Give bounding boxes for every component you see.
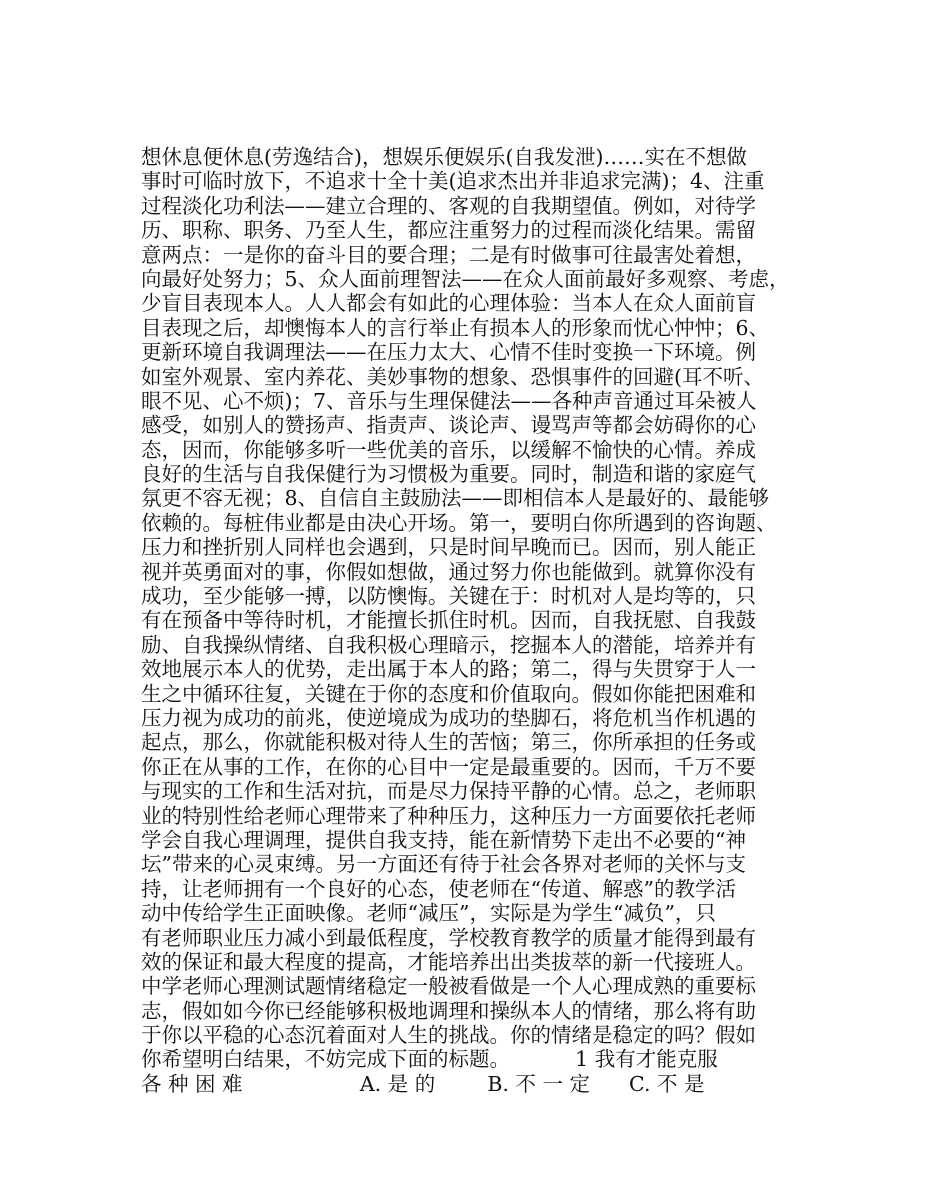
text-line: 志，假如如今你已经能够积极地调理和操纵本人的情绪，那么将有助: [141, 998, 756, 1023]
text-line: 向最好处努力；5、众人面前理智法——在众人面前最好多观察、考虑，: [141, 266, 790, 291]
text-line: 励、自我操纵情绪、自我积极心理暗示，挖掘本人的潜能，培养并有: [141, 632, 756, 657]
text-line: 你希望明白结果，不妨完成下面的标题。 1 我有才能克服: [141, 1047, 718, 1072]
text-line: 依赖的。每桩伟业都是由决心开场。第一，要明白你所遇到的咨询题、: [141, 510, 777, 535]
text-line: 持，让老师拥有一个良好的心态，使老师在“传道、解惑”的教学活: [141, 876, 736, 901]
text-line: 中学老师心理测试题情绪稳定一般被看做是一个人心理成熟的重要标: [141, 974, 756, 999]
text-line: 如室外观景、室内养花、美妙事物的想象、恐惧事件的回避(耳不听、: [141, 364, 764, 389]
text-line: 效的保证和最大程度的提高，才能培养出出类拔萃的新一代接班人。: [141, 949, 756, 974]
text-line: 成功，至少能够一搏，以防懊悔。关键在于：时机对人是均等的，只: [141, 584, 756, 609]
text-line: 效地展示本人的优势，走出属于本人的路；第二，得与失贯穿于人一: [141, 657, 756, 682]
text-line-options: 各 种 困 难 A. 是 的 B. 不 一 定 C. 不 是: [141, 1071, 705, 1096]
text-line: 有在预备中等待时机，才能擅长抓住时机。因而，自我抚慰、自我鼓: [141, 608, 756, 633]
text-line: 过程淡化功利法——建立合理的、客观的自我期望值。例如，对待学: [141, 193, 756, 218]
text-line: 动中传给学生正面映像。老师“减压”，实际是为学生“减负”，只: [141, 901, 716, 926]
text-line: 事时可临时放下，不追求十全十美(追求杰出并非追求完满)；4、注重: [141, 169, 765, 194]
text-line: 于你以平稳的心态沉着面对人生的挑战。你的情绪是稳定的吗？假如: [141, 1023, 756, 1048]
text-line: 良好的生活与自我保健行为习惯极为重要。同时，制造和谐的家庭气: [141, 462, 756, 487]
text-line: 眼不见、心不烦)；7、音乐与生理保健法——各种声音通过耳朵被人: [141, 388, 757, 413]
text-line: 历、职称、职务、乃至人生，都应注重努力的过程而淡化结果。需留: [141, 218, 756, 243]
text-line: 态，因而，你能够多听一些优美的音乐，以缓解不愉快的心情。养成: [141, 437, 756, 462]
text-line: 坛”带来的心灵束缚。另一方面还有待于社会各界对老师的关怀与支: [141, 852, 746, 877]
text-line: 更新环境自我调理法——在压力太大、心情不佳时变换一下环境。例: [141, 340, 756, 365]
text-line: 业的特别性给老师心理带来了种种压力，这种压力一方面要依托老师: [141, 803, 756, 828]
text-line: 想休息便休息(劳逸结合)，想娱乐便娱乐(自我发泄)……实在不想做: [141, 145, 747, 169]
text-line: 学会自我心理调理，提供自我支持，能在新情势下走出不必要的“神: [141, 827, 746, 852]
text-line: 意两点：一是你的奋斗目的要合理；二是有时做事可往最害处着想，: [141, 242, 756, 267]
text-line: 压力和挫折别人同样也会遇到，只是时间早晚而已。因而，别人能正: [141, 535, 756, 560]
text-line: 感受，如别人的赞扬声、指责声、谈论声、谩骂声等都会妨碍你的心: [141, 413, 756, 438]
text-line: 压力视为成功的前兆，使逆境成为成功的垫脚石，将危机当作机遇的: [141, 705, 756, 730]
text-line: 生之中循环往复，关键在于你的态度和价值取向。假如你能把困难和: [141, 681, 756, 706]
text-line: 起点，那么，你就能积极对待人生的苦恼；第三，你所承担的任务或: [141, 730, 756, 755]
text-line: 氛更不容无视；8、自信自主鼓励法——即相信本人是最好的、最能够: [141, 486, 770, 511]
text-line: 与现实的工作和生活对抗，而是尽力保持平静的心情。总之，老师职: [141, 779, 756, 804]
text-line: 少盲目表现本人。人人都会有如此的心理体验：当本人在众人面前盲: [141, 291, 756, 316]
text-line: 有老师职业压力减小到最低程度，学校教育教学的质量才能得到最有: [141, 925, 756, 950]
text-line: 视并英勇面对的事，你假如想做，通过努力你也能做到。就算你没有: [141, 559, 756, 584]
body-text: [141, 145, 821, 1096]
text-line: 目表现之后，却懊悔本人的言行举止有损本人的形象而忧心忡忡；6、: [141, 315, 770, 340]
text-line: 你正在从事的工作，在你的心目中一定是最重要的。因而，千万不要: [141, 754, 756, 779]
